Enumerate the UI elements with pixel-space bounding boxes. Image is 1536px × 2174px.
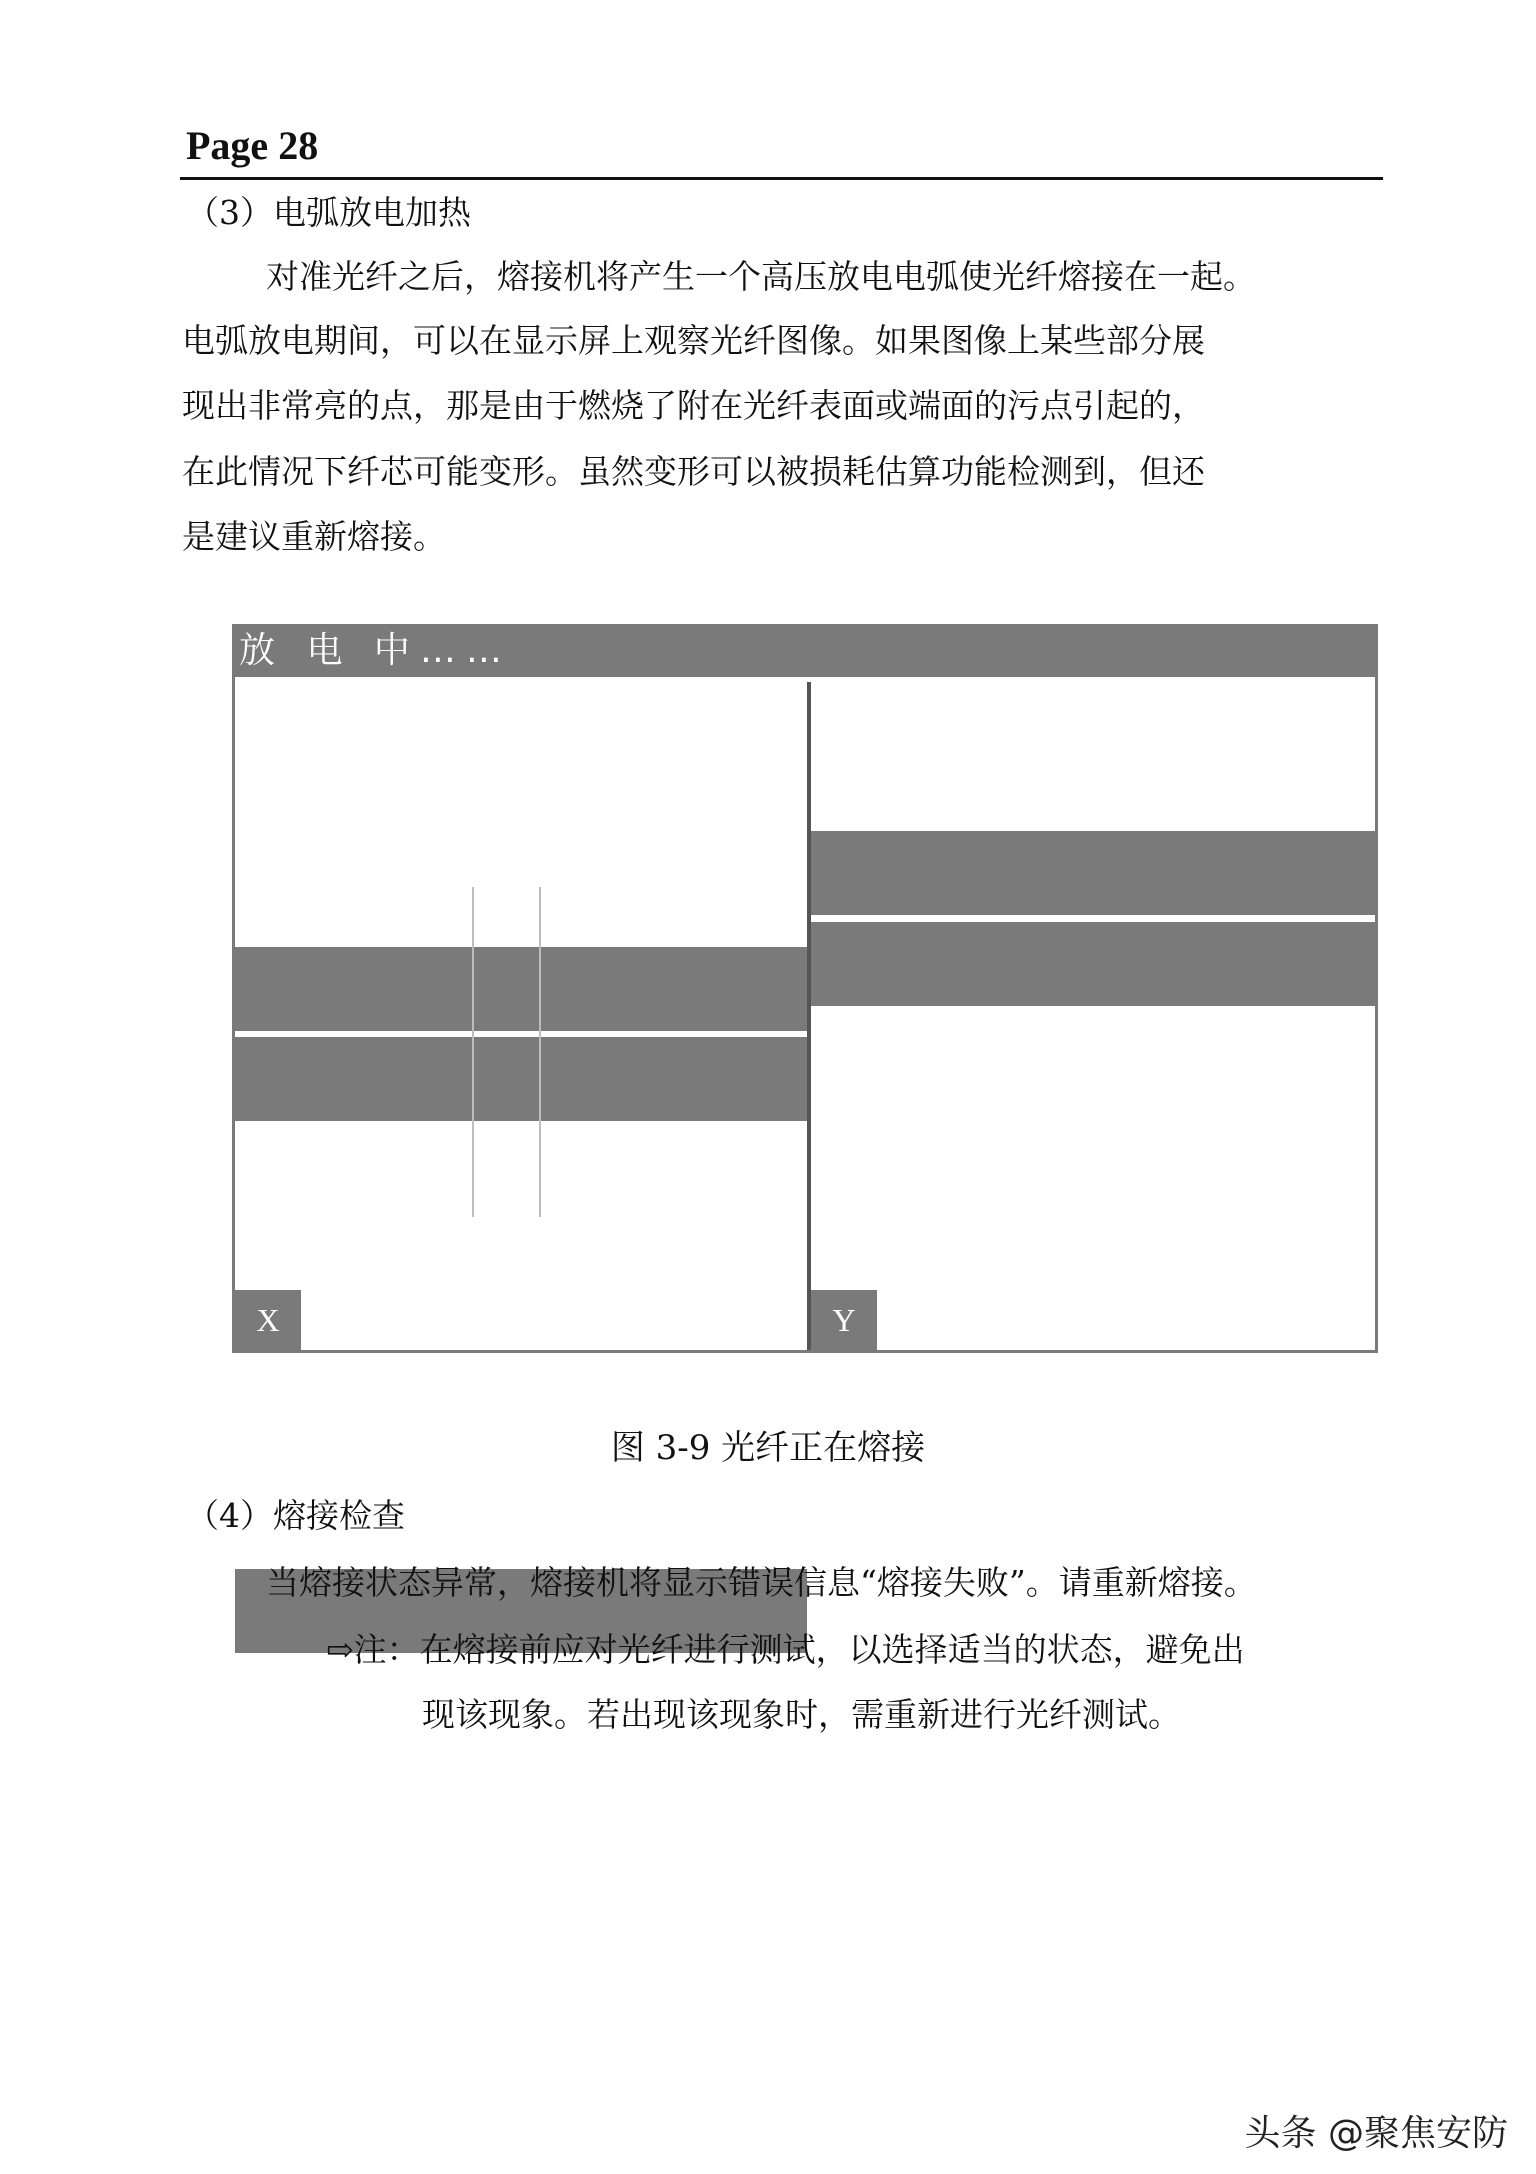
section-4-line-1: 当熔接状态异常，熔接机将显示错误信息“熔接失败”。请重新熔接。 [266,1563,1257,1602]
fiber-x-lower [235,1037,807,1121]
electrode-line-left [472,887,474,1217]
note-line-1 [326,1627,1245,1673]
watermark: 头条 @聚焦安防 [1244,2113,1508,2154]
fiber-y-upper [811,831,1375,915]
page-header: Page 28 [186,123,319,168]
header-rule [180,177,1383,180]
note-text-1: 注：在熔接前应对光纤进行测试，以选择适当的状态，避免出 [353,1630,1245,1669]
figure-caption: 图 3-9 光纤正在熔接 [610,1428,926,1468]
note-line-2: 现该现象。若出现该现象时，需重新进行光纤测试。 [422,1695,1181,1734]
arrow-right-icon: ⇨ [326,1630,354,1669]
section-3-line-2: 电弧放电期间，可以在显示屏上观察光纤图像。如果图像上某些部分展 [182,321,1205,360]
fiber-x-upper [235,947,807,1031]
electrode-line-right [539,887,541,1217]
section-3-heading: （3）电弧放电加热 [186,193,471,232]
y-axis-label: Y [811,1290,877,1350]
section-3-line-5: 是建议重新熔接。 [182,517,446,556]
fiber-y-lower [811,922,1375,1006]
section-3-line-3: 现出非常亮的点，那是由于燃烧了附在光纤表面或端面的污点引起的， [182,386,1205,425]
screen-title: 放 电 中…… [239,630,512,671]
x-axis-label: X [235,1290,301,1350]
splicer-screen-figure [232,624,1378,1353]
section-3-line-4: 在此情况下纤芯可能变形。虽然变形可以被损耗估算功能检测到，但还 [182,452,1205,491]
section-4-heading: （4）熔接检查 [186,1496,405,1535]
y-view-panel [811,682,1375,1350]
section-3-line-1: 对准光纤之后，熔接机将产生一个高压放电电弧使光纤熔接在一起。 [266,257,1256,296]
screen-title-bar [235,627,1375,677]
